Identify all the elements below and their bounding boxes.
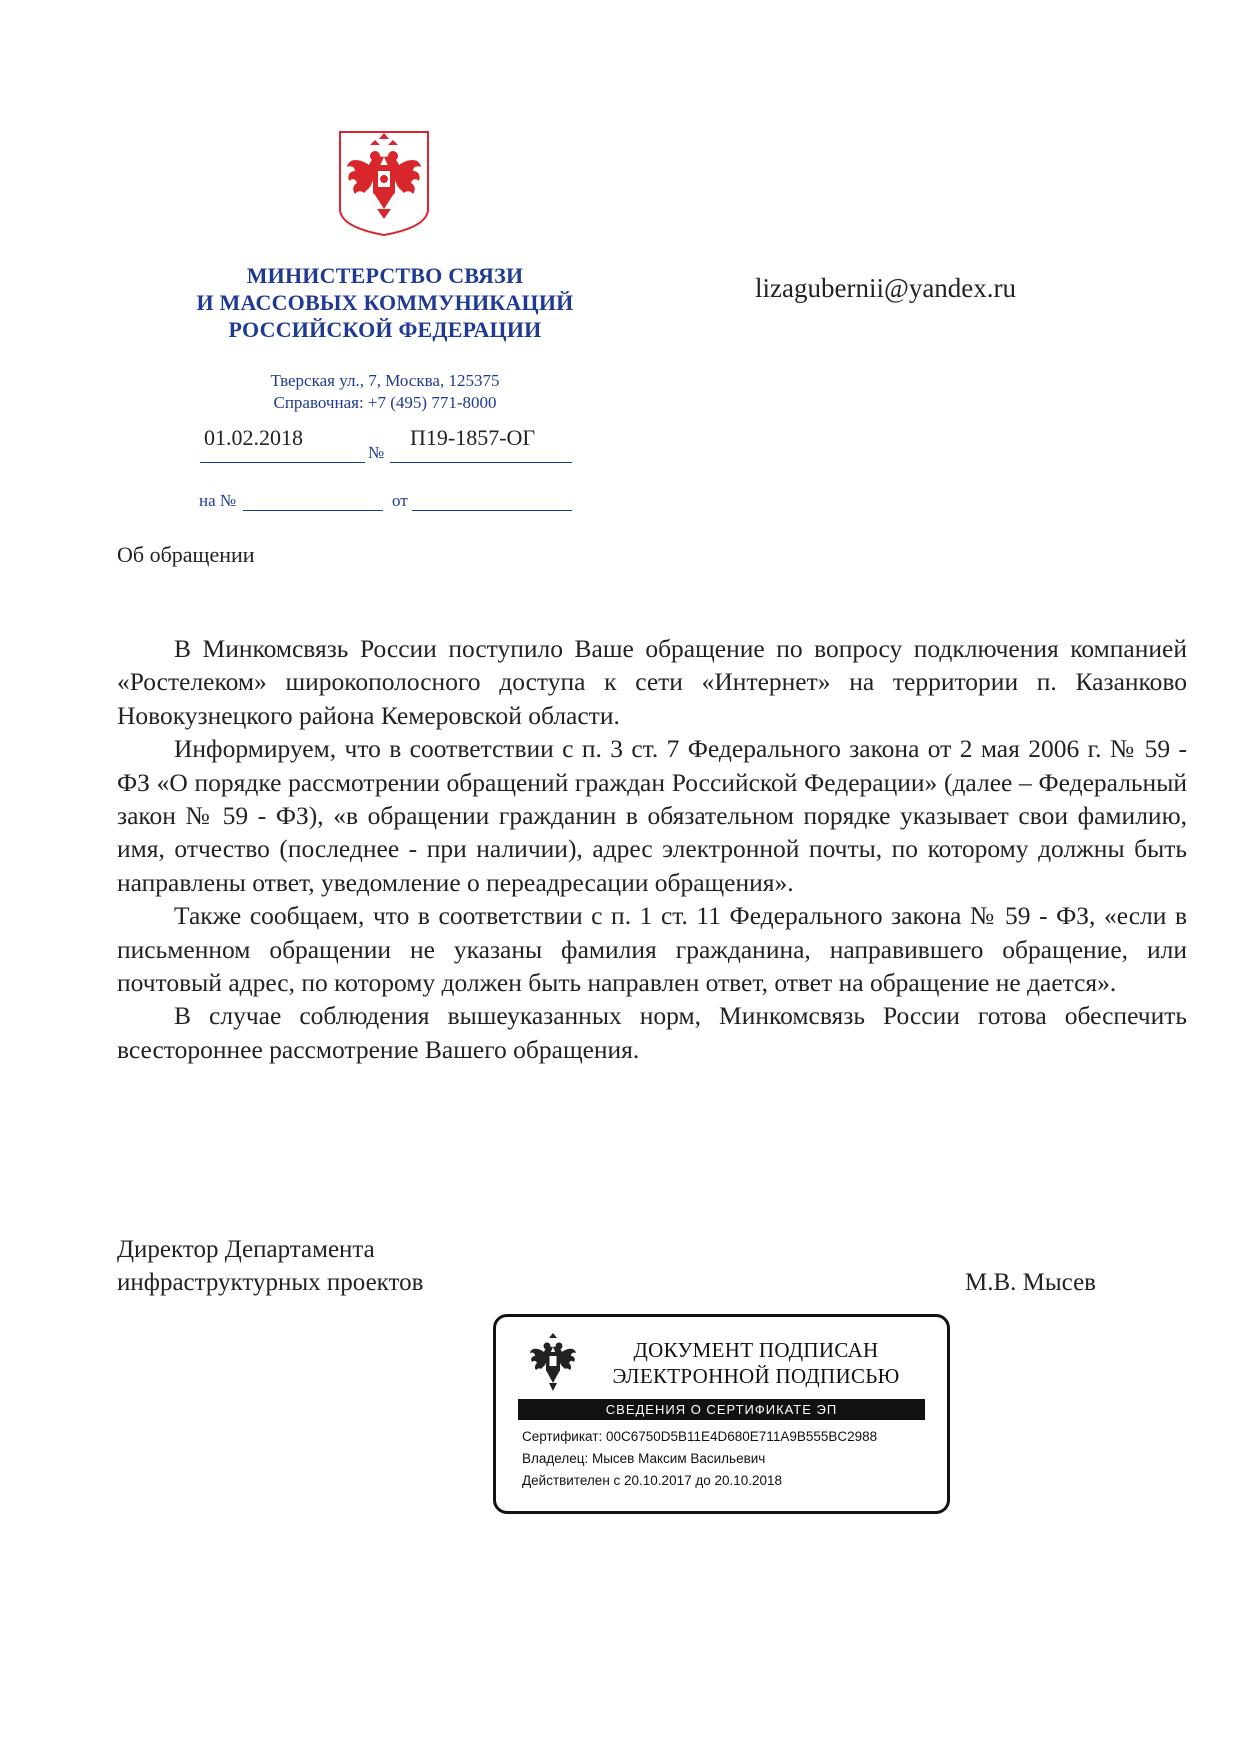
phone-line: Справочная: +7 (495) 771-8000 xyxy=(273,393,497,412)
certificate-owner: Владелец: Мысев Максим Васильевич xyxy=(522,1451,766,1466)
address-line: Тверская ул., 7, Москва, 125375 xyxy=(270,371,500,390)
position-line: инфраструктурных проектов xyxy=(117,1269,424,1296)
stamp-emblem-icon xyxy=(526,1331,580,1393)
from-underline xyxy=(412,510,572,511)
ministry-name-line: МИНИСТЕРСТВО СВЯЗИ xyxy=(246,263,524,288)
certificate-serial: Сертификат: 00C6750D5B11E4D680E711A9B555BC2988 xyxy=(522,1429,878,1444)
ministry-name-line: И МАССОВЫХ КОММУНИКАЦИЙ xyxy=(196,290,574,315)
ministry-name xyxy=(160,262,610,343)
registration-number: П19-1857-ОГ xyxy=(410,425,536,450)
number-label: № xyxy=(368,443,385,462)
recipient-email: lizagubernii@yandex.ru xyxy=(755,273,1017,303)
registration-date: 01.02.2018 xyxy=(204,425,303,450)
signatory-position xyxy=(117,1233,423,1299)
signatory-name: М.В. Мысев xyxy=(965,1269,1096,1296)
stamp-title-line: ДОКУМЕНТ ПОДПИСАН xyxy=(633,1338,879,1362)
date-underline xyxy=(200,462,365,463)
electronic-signature-stamp xyxy=(493,1314,950,1514)
letter-subject: Об обращении xyxy=(117,542,255,567)
stamp-title xyxy=(591,1337,921,1389)
body-paragraph: В случае соблюдения вышеуказанных норм, Минкомсвязь России готова обеспечить всестороннее рассмотрение Вашего обращения. xyxy=(117,1001,1187,1064)
stamp-title-line: ЭЛЕКТРОННОЙ ПОДПИСЬЮ xyxy=(612,1364,900,1388)
certificate-validity: Действителен с 20.10.2017 до 20.10.2018 xyxy=(522,1473,783,1488)
certificate-info-bar: СВЕДЕНИЯ О СЕРТИФИКАТЕ ЭП xyxy=(518,1399,925,1420)
body-paragraph: Также сообщаем, что в соответствии с п. 1 ст. 11 Федерального закона № 59 - ФЗ, «если в письменном обращении не указаны фамилия гражданина, направившего обращение, или почтовый адрес, по которому должен быть направлен ответ, ответ на обращение не дается». xyxy=(117,901,1187,998)
number-underline xyxy=(390,462,572,463)
body-paragraph: Информируем, что в соответствии с п. 3 ст. 7 Федерального закона от 2 мая 2006 г. № 59 - ФЗ «О порядке рассмотрении обращений граждан Российской Федерации» (далее – Федеральный закон № 59 - ФЗ), «в обращении гражданин в обязательном порядке указывает свои фамилию, имя, отчество (последнее - при наличии), адрес электронной почты, по которому должны быть направлены ответ, уведомление о переадресации обращения». xyxy=(117,734,1187,897)
ministry-name-line: РОССИЙСКОЙ ФЕДЕРАЦИИ xyxy=(228,317,542,342)
letter-body xyxy=(117,632,1187,1066)
coat-of-arms-emblem xyxy=(337,129,431,237)
reference-label: на № xyxy=(199,491,237,510)
reference-underline xyxy=(243,510,383,511)
position-line: Директор Департамента xyxy=(117,1236,375,1263)
body-paragraph: В Минкомсвязь России поступило Ваше обращение по вопросу подключения компанией «Ростелеком» широкополосного доступа к сети «Интернет» на территории п. Казанково Новокузнецкого района Кемеровской области. xyxy=(117,634,1187,730)
ministry-address xyxy=(160,370,610,414)
from-label: от xyxy=(392,491,408,510)
